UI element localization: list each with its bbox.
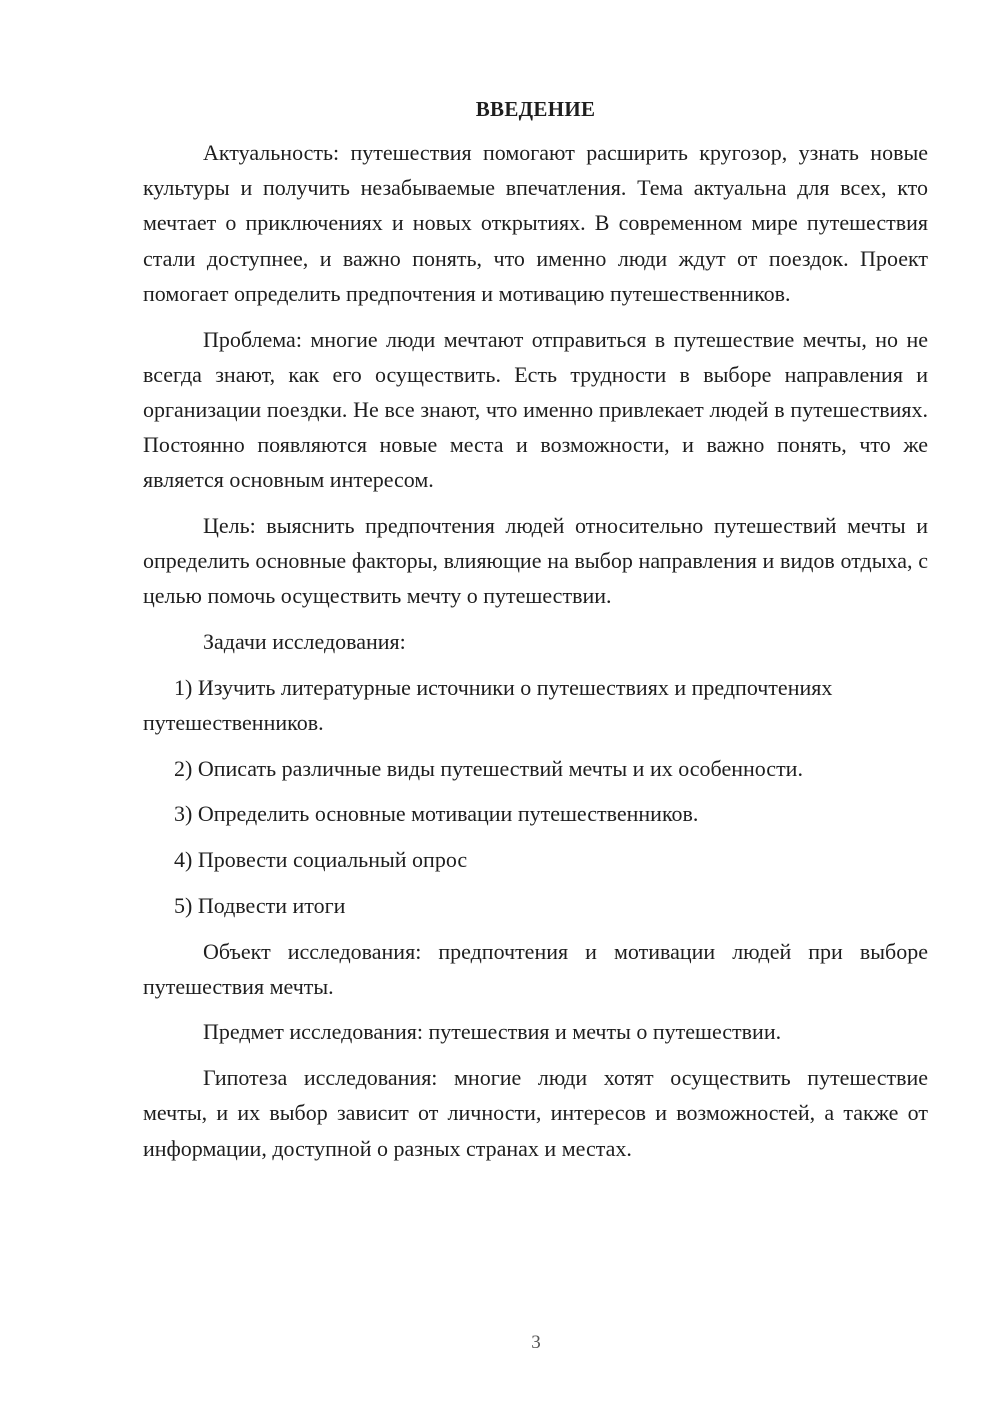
paragraph-subject: Предмет исследования: путешествия и мечты о путешествии. xyxy=(203,1019,782,1045)
paragraph-problem: Проблема: многие люди мечтают отправиться в путешествие мечты, но не всегда знают, как его осуществить. Есть трудности в выборе направления и организации поездки. Не все знают, что именно привлекает людей в путешествиях. Постоянно появляются новые места и возможности, и важно понять, что же является основным интересом. xyxy=(143,326,928,493)
list-item: 2) Описать различные виды путешествий мечты и их особенности. xyxy=(174,755,803,781)
paragraph-object: Объект исследования: предпочтения и мотивации людей при выборе путешествия мечты. xyxy=(143,938,928,999)
page-number: 3 xyxy=(531,1332,541,1353)
list-item: 4) Провести социальный опрос xyxy=(174,847,468,873)
tasks-heading: Задачи исследования: xyxy=(203,629,406,655)
document-page xyxy=(143,92,928,1176)
paragraph-relevance: Актуальность: путешествия помогают расширить кругозор, узнать новые культуры и получить незабываемые впечатления. Тема актуальна для всех, кто мечтает о приключениях и новых открытиях. В современном мире путешествия стали доступнее, и важно понять, что именно люди ждут от поездок. Проект помогает определить предпочтения и мотивацию путешественников. xyxy=(143,140,928,306)
list-item: 5) Подвести итоги xyxy=(174,892,346,918)
list-item: 3) Определить основные мотивации путешественников. xyxy=(174,801,699,827)
paragraph-goal: Цель: выяснить предпочтения людей относительно путешествий мечты и определить основные факторы, влияющие на выбор направления и видов отдыха, с целью помочь осуществить мечту о путешествии. xyxy=(143,513,928,609)
section-title: ВВЕДЕНИЕ xyxy=(475,97,596,121)
tasks-list xyxy=(143,670,928,923)
paragraph-hypothesis: Гипотеза исследования: многие люди хотят осуществить путешествие мечты, и их выбор зависит от личности, интересов и возможностей, а также от информации, доступной о разных странах и местах. xyxy=(143,1065,928,1161)
list-item: 1) Изучить литературные источники о путешествиях и предпочтениях путешественников. xyxy=(143,674,833,736)
